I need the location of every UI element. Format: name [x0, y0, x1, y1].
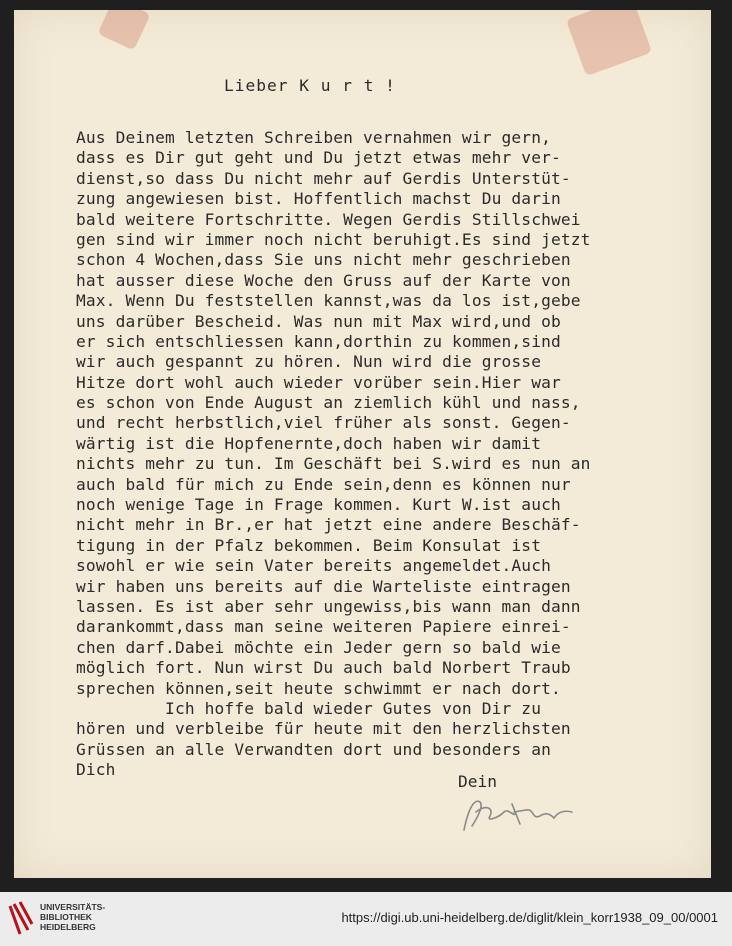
letter-line: hat ausser diese Woche den Gruss auf der Karte von — [76, 270, 571, 290]
letter-line: wir auch gespannt zu hören. Nun wird die grosse — [76, 352, 542, 372]
letter-lines — [76, 128, 591, 781]
letter-line: es schon von Ende August an ziemlich kühl und nass, — [76, 393, 581, 413]
letter-line: Aus Deinem letzten Schreiben vernahmen wir gern, — [76, 128, 551, 147]
letter-line: Grüssen an alle Verwandten dort und besonders an — [76, 739, 551, 759]
stamp-mark-right — [566, 10, 652, 76]
letter-paper — [14, 10, 711, 878]
letter-line: sowohl er wie sein Vater bereits angemeldet.Auch — [76, 556, 551, 576]
letter-closing: Dein — [458, 772, 497, 791]
library-logo-icon — [8, 900, 34, 936]
letter-line: wärtig ist die Hopfenernte,doch haben wir damit — [76, 433, 542, 453]
letter-line: uns darüber Bescheid. Was nun mit Max wird,und ob — [76, 311, 561, 331]
letter-line: Dich — [76, 760, 116, 780]
letter-line: hören und verbleibe für heute mit den herzlichsten — [76, 719, 571, 739]
letter-line: Hitze dort wohl auch wieder vorüber sein.Hier war — [76, 372, 561, 392]
letter-line: zung angewiesen bist. Hoffentlich machst Du darin — [76, 189, 561, 209]
letter-line: sprechen können,seit heute schwimmt er nach dort. — [76, 678, 561, 698]
letter-line: schon 4 Wochen,dass Sie uns nicht mehr geschrieben — [76, 250, 571, 270]
letter-line: auch bald für mich zu Ende sein,denn es können nur — [76, 474, 571, 494]
letter-line: tigung in der Pfalz bekommen. Beim Konsulat ist — [76, 535, 542, 555]
library-footer — [0, 892, 732, 946]
letter-greeting: Lieber K u r t ! — [224, 76, 396, 95]
letter-line: möglich fort. Nun wirst Du auch bald Norbert Traub — [76, 658, 571, 678]
library-name: UNIVERSITÄTS- BIBLIOTHEK HEIDELBERG — [40, 902, 106, 932]
letter-body — [76, 74, 711, 780]
letter-line: lassen. Es ist aber sehr ungewiss,bis wann man dann — [76, 596, 581, 616]
signature — [454, 790, 584, 840]
letter-line: chen darf.Dabei möchte ein Jeder gern so bald wie — [76, 637, 561, 657]
letter-line: Ich hoffe bald wieder Gutes von Dir zu — [76, 698, 542, 718]
document-url[interactable]: https://digi.ub.uni-heidelberg.de/diglit/klein_korr1938_09_00/0001 — [341, 910, 718, 925]
stamp-mark-left — [97, 10, 150, 51]
letter-line: wir haben uns bereits auf die Warteliste eintragen — [76, 576, 571, 596]
letter-line: nicht mehr in Br.,er hat jetzt eine andere Beschäf- — [76, 515, 581, 535]
letter-line: nichts mehr zu tun. Im Geschäft bei S.wird es nun an — [76, 454, 591, 474]
letter-line: dienst,so dass Du nicht mehr auf Gerdis Unterstüt- — [76, 168, 571, 188]
letter-line: dass es Dir gut geht und Du jetzt etwas mehr ver- — [76, 148, 561, 168]
letter-line: er sich entschliessen kann,dorthin zu kommen,sind — [76, 331, 561, 351]
letter-line: bald weitere Fortschritte. Wegen Gerdis Stillschwei — [76, 209, 581, 229]
letter-line: Max. Wenn Du feststellen kannst,was da los ist,gebe — [76, 291, 581, 311]
letter-line: gen sind wir immer noch nicht beruhigt.Es sind jetzt — [76, 229, 591, 249]
letter-line: darankommt,dass man seine weiteren Papiere einrei- — [76, 617, 571, 637]
letter-line: und recht herbstlich,viel früher als sonst. Gegen- — [76, 413, 571, 433]
letter-line: noch wenige Tage in Frage kommen. Kurt W.ist auch — [76, 495, 561, 515]
